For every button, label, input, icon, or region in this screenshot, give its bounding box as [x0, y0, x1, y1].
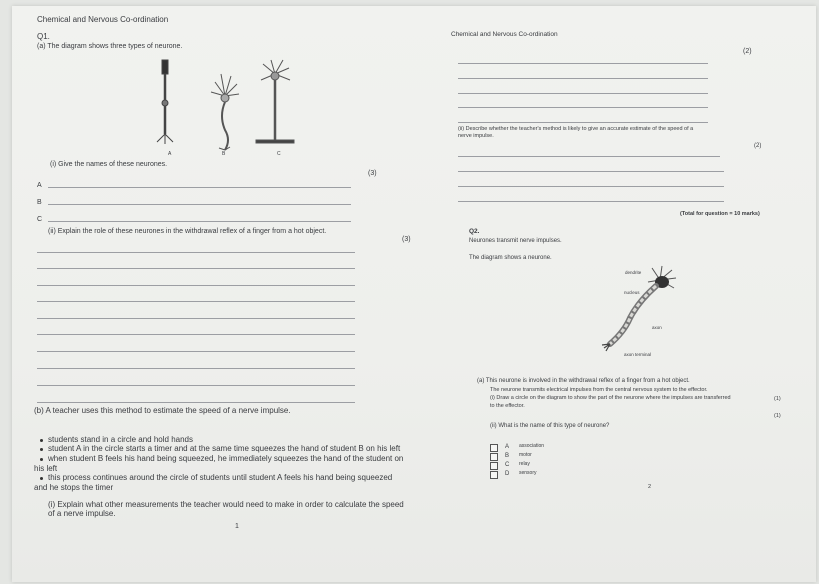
answer-line[interactable]: [37, 351, 355, 352]
part-b-intro: (b) A teacher uses this method to estimate the speed of a nerve impulse.: [34, 406, 291, 415]
part-a-ii-marks: (3): [402, 236, 411, 243]
q2-part-a-intro: (a) This neurone is involved in the withdrawal reflex of a finger from a hot object.: [477, 378, 690, 384]
q2-intro: Neurones transmit nerve impulses.: [469, 238, 562, 244]
q2-part-a-ii-marks: (1): [774, 413, 781, 419]
label-axon: axon: [652, 325, 662, 330]
q2-part-a-ii-question: (ii) What is the name of this type of neurone?: [490, 423, 610, 429]
option-text-a: association: [519, 443, 545, 449]
part-b-ii-question: (ii) Describe whether the teacher's method is likely to give an accurate estimate of the speed of a: [458, 126, 694, 132]
bullet-point: [40, 458, 43, 461]
answer-letter-a: A: [37, 182, 42, 189]
answer-line[interactable]: [458, 122, 708, 123]
page-number-left: 1: [235, 523, 239, 530]
neurone-a: [157, 60, 173, 144]
marks-top: (2): [743, 48, 752, 55]
method-step-2: student A in the circle starts a timer and at the same time squeezes the hand of student B on his left: [48, 444, 401, 453]
neuron-label-b: B: [222, 151, 226, 157]
answer-line[interactable]: [37, 252, 355, 253]
option-text-b: motor: [519, 452, 532, 458]
answer-line[interactable]: [37, 402, 355, 403]
label-nucleus: nucleus: [624, 290, 640, 295]
right-header: Chemical and Nervous Co-ordination: [451, 31, 558, 38]
part-b-ii-marks: (2): [754, 143, 762, 149]
method-step-3-cont: his left: [34, 464, 58, 473]
q2-diagram-intro: The diagram shows a neurone.: [469, 255, 552, 261]
option-text-c: relay: [519, 461, 530, 467]
option-text-d: sensory: [519, 470, 537, 476]
answer-line[interactable]: [37, 285, 355, 286]
neuron-label-c: C: [277, 151, 281, 157]
answer-line[interactable]: [37, 334, 355, 335]
q2-part-a-i-marks: (1): [774, 396, 781, 402]
neuron-label-a: A: [168, 151, 172, 157]
checkbox-option-b[interactable]: [490, 453, 498, 461]
option-letter-a: A: [505, 444, 510, 450]
method-step-3: when student B feels his hand being squeezed, he immediately squeezes the hand of the student on: [48, 454, 404, 463]
answer-letter-c: C: [37, 216, 43, 223]
answer-line[interactable]: [458, 171, 724, 172]
answer-line[interactable]: [37, 385, 355, 386]
answer-line[interactable]: [458, 201, 724, 202]
method-step-1: students stand in a circle and hold hands: [48, 435, 193, 444]
q1-label: Q1.: [37, 32, 50, 41]
answer-line-b[interactable]: [48, 204, 351, 205]
part-a-i-marks: (3): [368, 170, 377, 177]
q2-label: Q2.: [469, 228, 480, 235]
answer-line[interactable]: [458, 93, 708, 94]
label-dendrite: dendrite: [625, 270, 642, 275]
part-b-i-question-cont: of a nerve impulse.: [48, 509, 116, 518]
part-a-i-question: (i) Give the names of these neurones.: [50, 161, 168, 168]
neurone-b: [211, 74, 239, 150]
checkbox-option-c[interactable]: [490, 462, 498, 470]
answer-line[interactable]: [458, 107, 708, 108]
label-axon-terminal: axon terminal: [624, 352, 652, 357]
answer-line[interactable]: [458, 78, 708, 79]
method-step-4-cont: and he stops the timer: [34, 483, 114, 492]
answer-line-a[interactable]: [48, 187, 351, 188]
motor-neurone-diagram[interactable]: [590, 262, 700, 362]
answer-line[interactable]: [458, 156, 720, 157]
answer-line[interactable]: [37, 301, 355, 302]
q2-part-a-i-question-cont: to the effector.: [490, 403, 525, 409]
answer-line[interactable]: [37, 368, 355, 369]
answer-line-c[interactable]: [48, 221, 351, 222]
part-a-ii-question: (ii) Explain the role of these neurones in the withdrawal reflex of a finger from a hot object.: [48, 228, 327, 235]
option-letter-d: D: [505, 471, 510, 477]
three-neurones-diagram: [140, 56, 320, 156]
bullet-point: [40, 439, 43, 442]
part-b-i-question: (i) Explain what other measurements the teacher would need to make in order to calculate the speed: [48, 500, 404, 509]
part-b-ii-question-cont: nerve impulse.: [458, 133, 494, 139]
q2-part-a-text: The neurone transmits electrical impulses from the central nervous system to the effector.: [490, 387, 708, 393]
bullet-point: [40, 448, 43, 451]
option-letter-c: C: [505, 462, 510, 468]
answer-letter-b: B: [37, 199, 42, 206]
left-header: Chemical and Nervous Co-ordination: [37, 15, 169, 24]
bullet-point: [40, 477, 43, 480]
q1-part-a: (a) The diagram shows three types of neurone.: [37, 43, 183, 50]
q2-part-a-i-question: (i) Draw a circle on the diagram to show the part of the neurone where the impulses are transferred: [490, 395, 731, 401]
option-letter-b: B: [505, 453, 510, 459]
checkbox-option-a[interactable]: [490, 444, 498, 452]
answer-line[interactable]: [37, 318, 355, 319]
answer-line[interactable]: [37, 268, 355, 269]
total-marks: (Total for question = 10 marks): [680, 211, 760, 217]
checkbox-option-d[interactable]: [490, 471, 498, 479]
neurone-c: [256, 60, 294, 143]
method-step-4: this process continues around the circle of students until student A feels his hand being squeezed: [48, 473, 393, 482]
answer-line[interactable]: [458, 63, 708, 64]
page-number-right: 2: [648, 484, 652, 490]
answer-line[interactable]: [458, 186, 724, 187]
